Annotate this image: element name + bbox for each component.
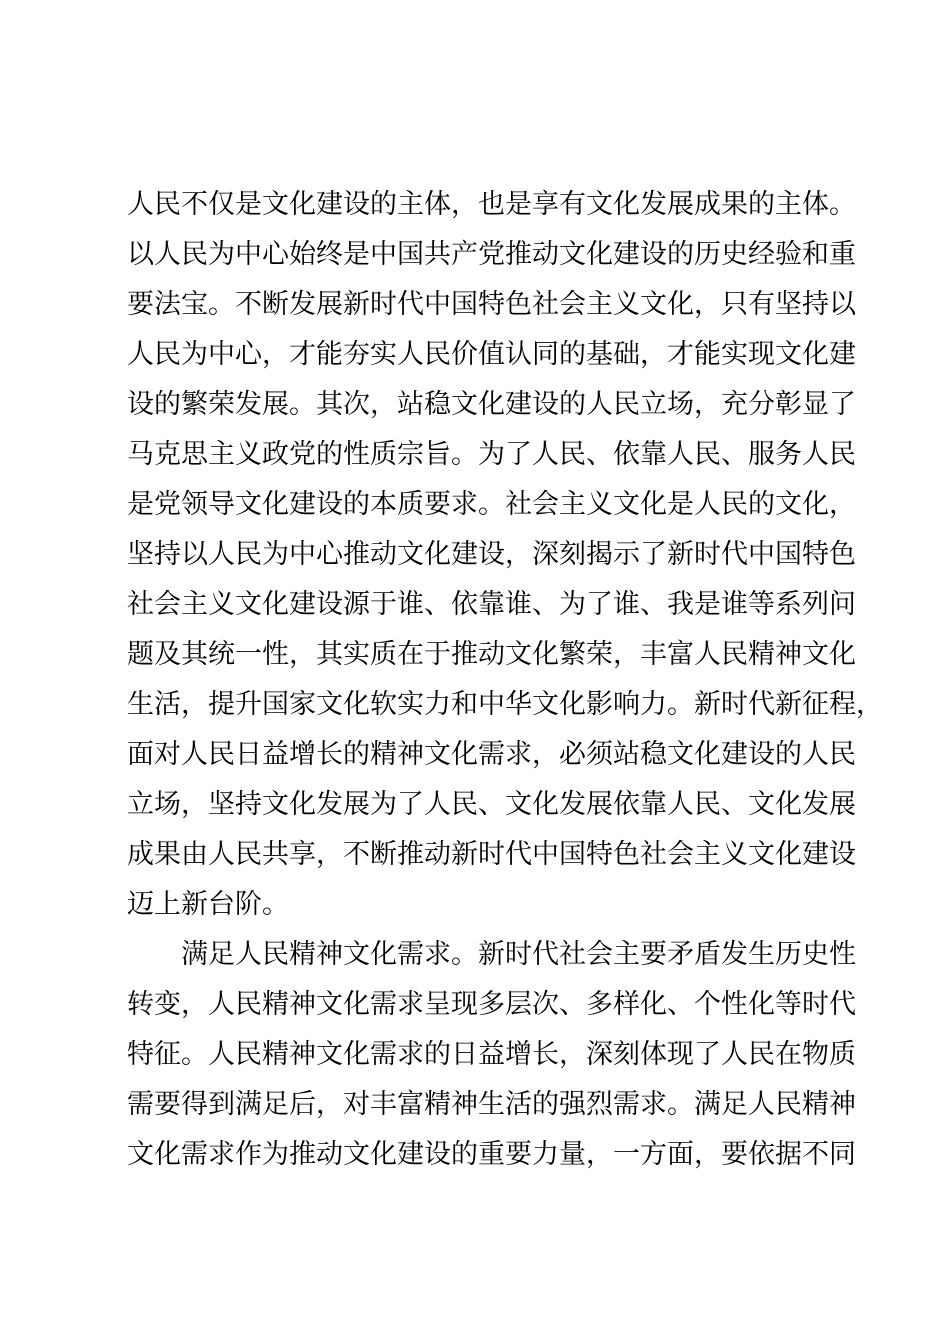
text-line: 满足人民精神文化需求。新时代社会主要矛盾发生历史性: [181, 939, 856, 970]
text-line: 特征。人民精神文化需求的日益增长，深刻体现了人民在物质: [127, 1039, 856, 1070]
paragraph-2: [127, 930, 867, 1180]
text-line: 设的繁荣发展。其次，站稳文化建设的人民立场，充分彰显了: [127, 389, 856, 420]
text-line: 是党领导文化建设的本质要求。社会主义文化是人民的文化，: [127, 489, 856, 520]
text-line: 成果由人民共享，不断推动新时代中国特色社会主义文化建设: [127, 839, 856, 870]
text-line: 人民不仅是文化建设的主体，也是享有文化发展成果的主体。: [127, 189, 856, 220]
text-line: 迈上新台阶。: [127, 889, 289, 920]
text-line: 面对人民日益增长的精神文化需求，必须站稳文化建设的人民: [127, 739, 856, 770]
document-body: [127, 180, 883, 1180]
text-line: 要法宝。不断发展新时代中国特色社会主义文化，只有坚持以: [127, 289, 856, 320]
text-line: 需要得到满足后，对丰富精神生活的强烈需求。满足人民精神: [127, 1089, 856, 1120]
paragraph-1: [127, 180, 883, 930]
text-line: 文化需求作为推动文化建设的重要力量，一方面，要依据不同: [127, 1139, 856, 1170]
text-line: 马克思主义政党的性质宗旨。为了人民、依靠人民、服务人民: [127, 439, 856, 470]
text-line: 题及其统一性，其实质在于推动文化繁荣，丰富人民精神文化: [127, 639, 856, 670]
text-line: 立场，坚持文化发展为了人民、文化发展依靠人民、文化发展: [127, 789, 856, 820]
text-line: 以人民为中心始终是中国共产党推动文化建设的历史经验和重: [127, 239, 856, 270]
text-line: 人民为中心，才能夯实人民价值认同的基础，才能实现文化建: [127, 339, 856, 370]
text-line: 转变，人民精神文化需求呈现多层次、多样化、个性化等时代: [127, 989, 856, 1020]
text-line: 生活，提升国家文化软实力和中华文化影响力。新时代新征程，: [127, 689, 883, 720]
text-line: 坚持以人民为中心推动文化建设，深刻揭示了新时代中国特色: [127, 539, 856, 570]
text-line: 社会主义文化建设源于谁、依靠谁、为了谁、我是谁等系列问: [127, 589, 856, 620]
